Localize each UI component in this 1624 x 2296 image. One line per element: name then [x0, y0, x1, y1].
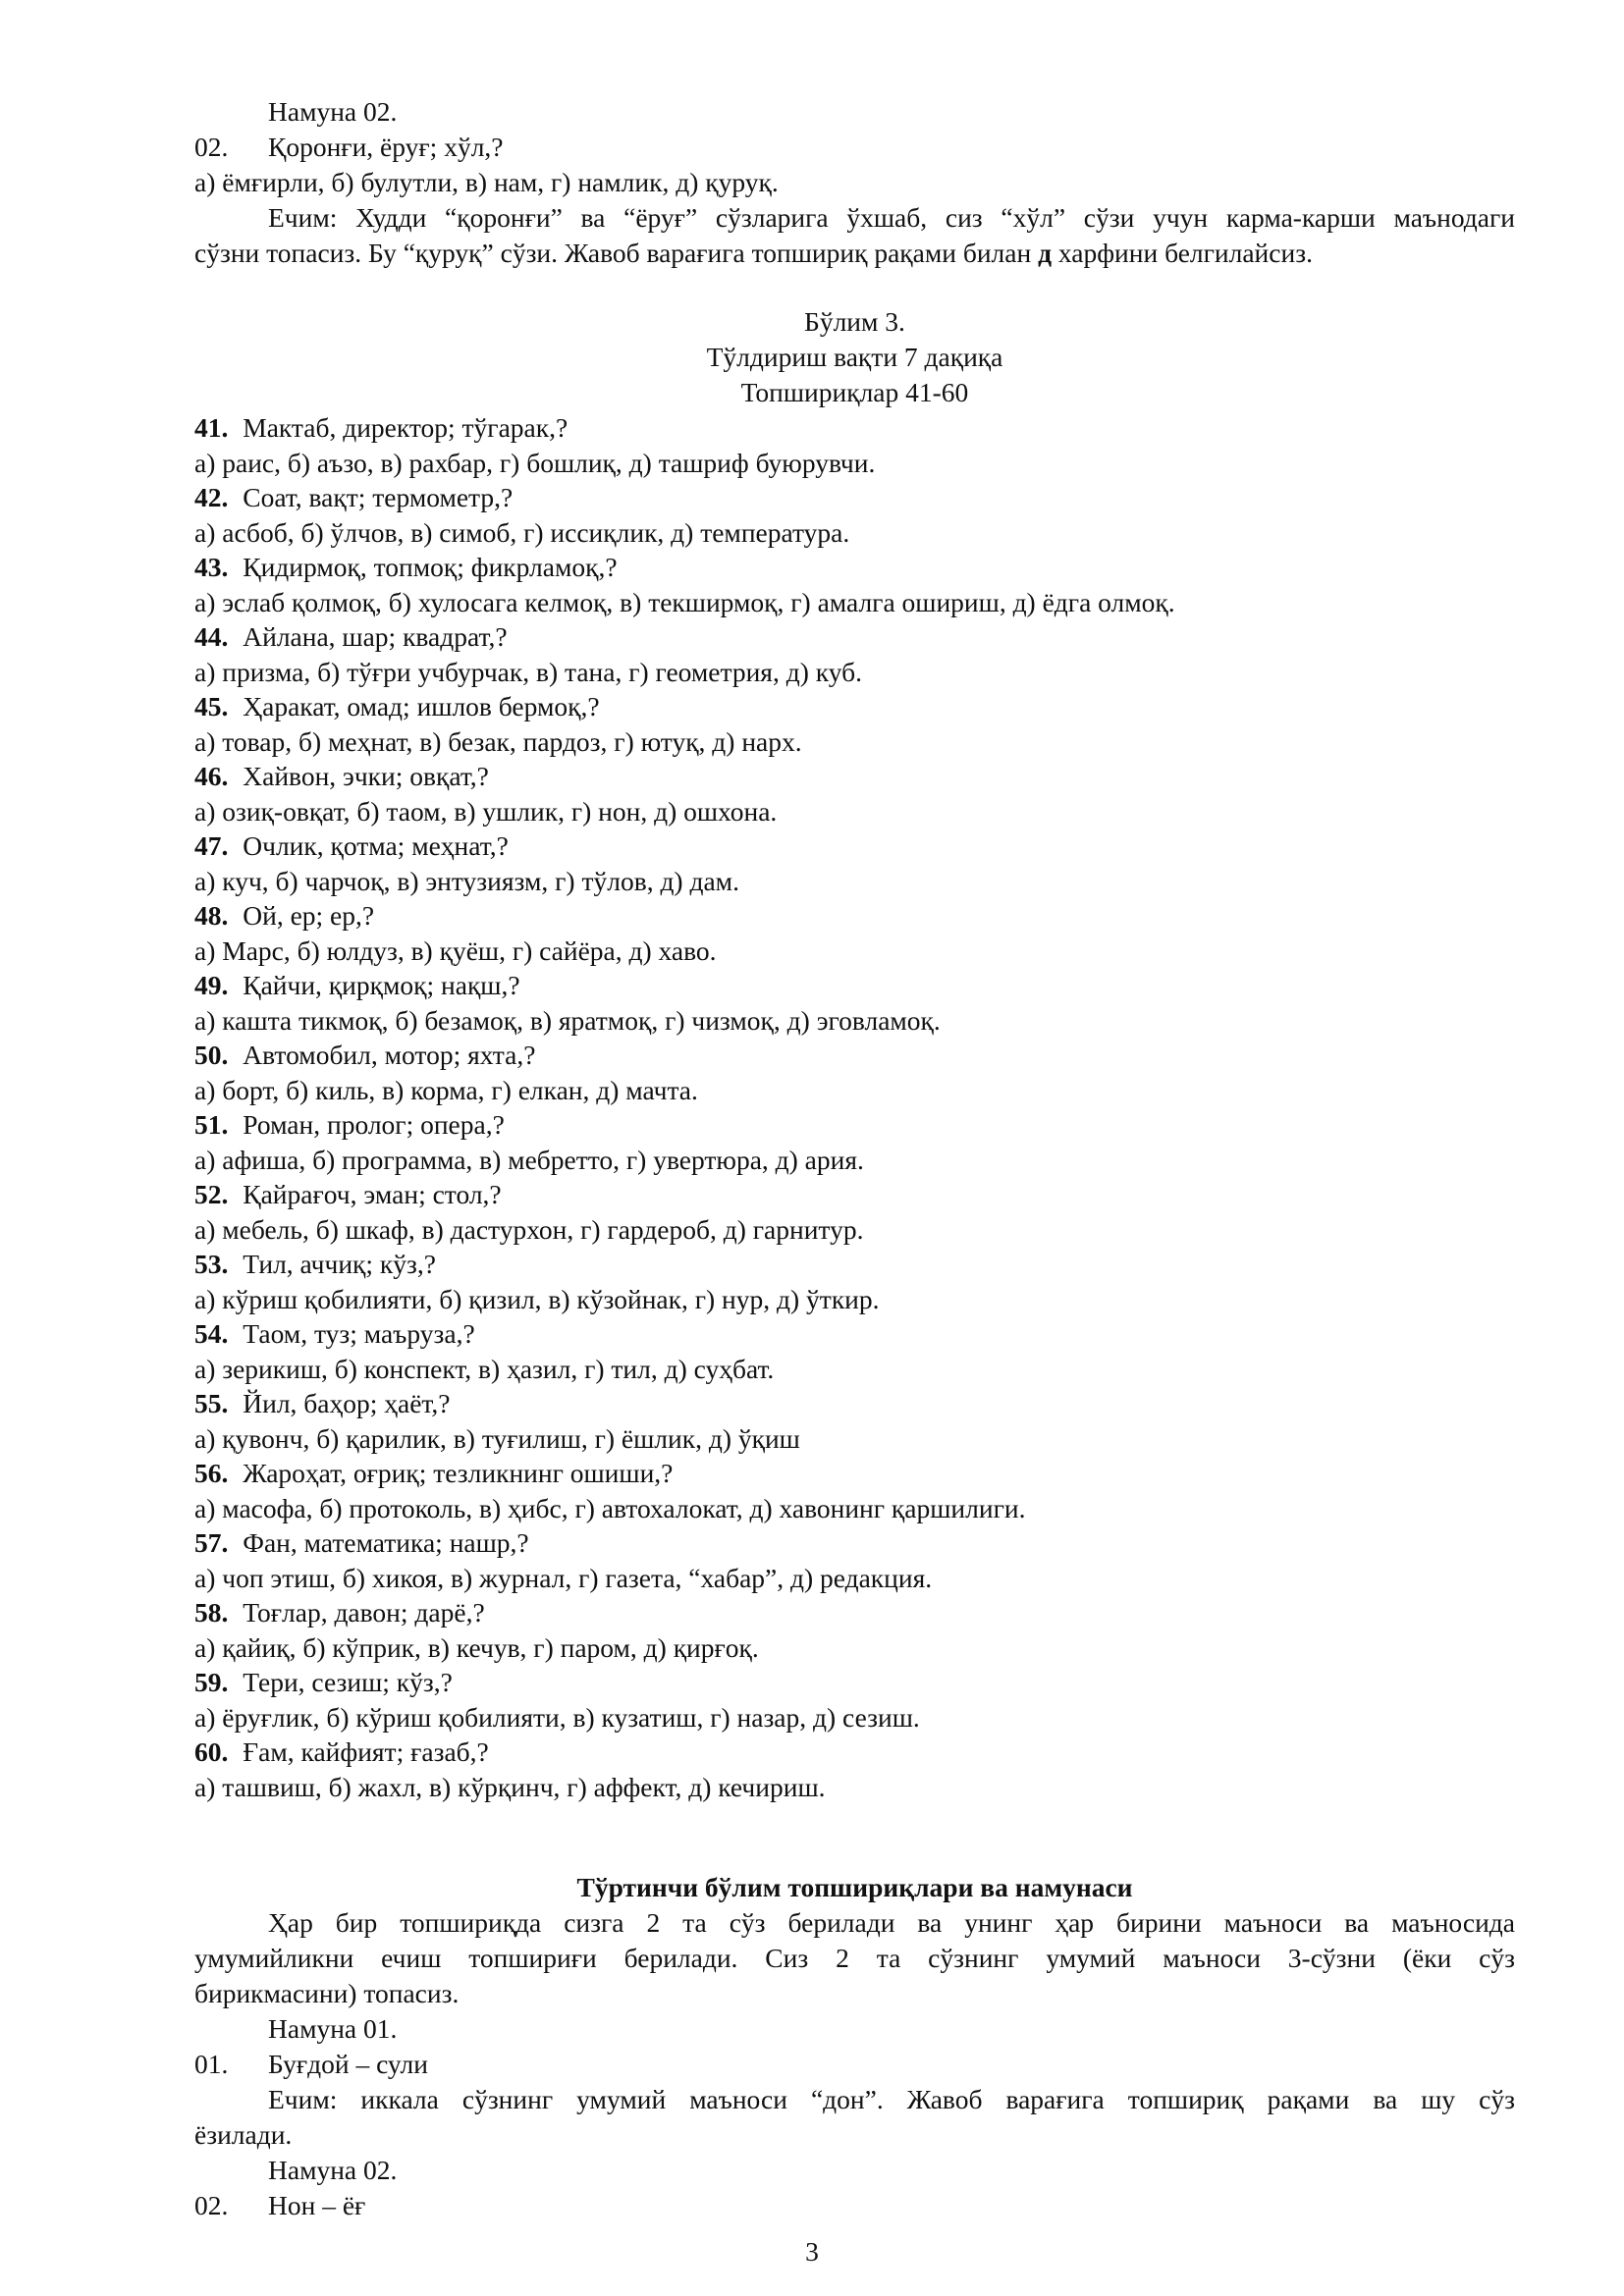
sample02-number: 02.: [194, 2190, 229, 2220]
question-words: Ҳаракат, омад; ишлов бермоқ,?: [243, 691, 600, 721]
example-words: Қоронғи, ёруғ; хўл,?: [268, 132, 504, 162]
question-options: а) кўриш қобилияти, б) қизил, в) кўзойнак, г) нур, д) ўткир.: [194, 1284, 880, 1314]
question-words: Қайрағоч, эман; стол,?: [243, 1179, 502, 1209]
question-number: 58.: [194, 1597, 229, 1628]
question-number: 43.: [194, 552, 229, 582]
question-row: [194, 1251, 436, 1278]
question-words: Тери, сезиш; кўз,?: [243, 1667, 453, 1697]
fourth-para-line-3: бирикмасини) топасиз.: [194, 1978, 460, 2008]
question-row: [194, 414, 568, 442]
question-number: 59.: [194, 1667, 229, 1697]
question-options: а) ташвиш, б) жахл, в) кўрқинч, г) аффект, д) кечириш.: [194, 1772, 826, 1802]
question-row: [194, 1041, 535, 1069]
question-row: [194, 832, 509, 860]
question-number: 41.: [194, 412, 229, 443]
question-options: а) призма, б) тўғри учбурчак, в) тана, г) геометрия, д) куб.: [194, 657, 862, 687]
question-words: Қайчи, қирқмоқ; нақш,?: [243, 970, 520, 1000]
question-options: а) мебель, б) шкаф, в) дастурхон, г) гардероб, д) гарнитур.: [194, 1214, 864, 1245]
answer-letter: д: [1038, 238, 1053, 268]
question-words: Қидирмоқ, топмоқ; фикрламоқ,?: [243, 552, 618, 582]
question-words: Фан, математика; нашр,?: [243, 1527, 529, 1558]
question-number: 50.: [194, 1040, 229, 1070]
question-number: 52.: [194, 1179, 229, 1209]
question-row: [194, 1669, 453, 1696]
question-words: Таом, туз; маърузa,?: [243, 1318, 475, 1349]
question-options: а) ёруғлик, б) кўриш қобилияти, в) кузатиш, г) назар, д) сезиш.: [194, 1702, 920, 1733]
question-row: [194, 1460, 673, 1487]
question-words: Тил, аччиқ; кўз,?: [243, 1249, 436, 1279]
question-options: а) қайиқ, б) кўприк, в) кечув, г) паром, д) қирғоқ.: [194, 1632, 759, 1663]
question-number: 48.: [194, 900, 229, 931]
question-number: 47.: [194, 830, 229, 861]
question-options: а) борт, б) киль, в) корма, г) елкан, д) мачта.: [194, 1075, 698, 1105]
example-number: 02.: [194, 132, 229, 162]
sample01-solution-line-2: ёзилади.: [194, 2119, 293, 2150]
question-options: а) раис, б) аъзо, в) рахбар, г) бошлиқ, д) ташриф буюрувчи.: [194, 448, 876, 478]
example-options: а) ёмғирли, б) булутли, в) нам, г) намлик, д) қуруқ.: [194, 167, 779, 197]
question-words: Ой, ер; ер,?: [243, 900, 375, 931]
question-row: [194, 1111, 505, 1139]
question-row: [194, 623, 508, 651]
question-options: а) афиша, б) программа, в) мебретто, г) увертюра, д) ария.: [194, 1145, 864, 1175]
sample02-words: Нон – ёғ: [268, 2190, 366, 2220]
question-number: 51.: [194, 1109, 229, 1140]
solution-text-post: харфини белгилайсиз.: [1052, 238, 1313, 268]
fourth-para-line-2: умумийликни ечиш топшириғи берилади. Сиз 2 та сўзнинг умумий маъноси 3-сўзни (ёки сўз: [194, 1943, 1515, 1973]
sample01-words: Буғдой – сули: [268, 2049, 428, 2079]
question-number: 49.: [194, 970, 229, 1000]
solution-line-2: [194, 240, 1313, 267]
question-words: Роман, пролог; опера,?: [243, 1109, 505, 1140]
question-row: [194, 1320, 475, 1348]
question-words: Автомобил, мотор; яхта,?: [243, 1040, 536, 1070]
question-row: [194, 763, 489, 790]
question-options: а) қувонч, б) қарилик, в) туғилиш, г) ёшлик, д) ўқиш: [194, 1423, 800, 1454]
question-options: а) озиқ-овқат, б) таом, в) ушлик, г) нон, д) ошхона.: [194, 796, 778, 827]
question-number: 44.: [194, 621, 229, 652]
sample01-number: 01.: [194, 2049, 229, 2079]
question-number: 56.: [194, 1458, 229, 1488]
question-row: [194, 902, 374, 930]
question-words: Айлана, шар; квадрат,?: [243, 621, 508, 652]
section-tasks: Топшириқлар 41-60: [740, 377, 969, 407]
question-options: а) масофа, б) протоколь, в) ҳибс, г) автохалокат, д) хавонинг қаршилиги.: [194, 1493, 1026, 1523]
question-options: а) куч, б) чарчоқ, в) энтузиязм, г) тўлов, д) дам.: [194, 866, 739, 896]
question-words: Хайвон, эчки; овқат,?: [243, 761, 489, 791]
question-options: а) эслаб қолмоқ, б) хулосага келмоқ, в) текширмоқ, г) амалга ошириш, д) ёдга олмоқ.: [194, 587, 1175, 617]
solution-line-1: Ечим: Худди “қоронғи” ва “ёруғ” сўзларига ўхшаб, сиз “хўл” сўзи учун карма-карши маънодаги: [268, 202, 1515, 233]
question-row: [194, 1181, 502, 1208]
question-row: [194, 484, 513, 511]
question-number: 42.: [194, 482, 229, 512]
question-options: а) зерикиш, б) конспект, в) ҳазил, г) тил, д) суҳбат.: [194, 1354, 775, 1384]
sample01-solution-line-1: Ечим: иккала сўзнинг умумий маъноси “дон”. Жавоб варағига топшириқ рақами ва шу сўз: [268, 2084, 1515, 2114]
question-words: Очлик, қотма; меҳнат,?: [243, 830, 509, 861]
page-number: 3: [805, 2236, 819, 2267]
sample01-label: Намуна 01.: [268, 2013, 398, 2044]
sample02-label: Намуна 02.: [268, 2155, 398, 2185]
question-options: а) асбоб, б) ўлчов, в) симоб, г) иссиқлик, д) температура.: [194, 517, 850, 548]
question-row: [194, 693, 600, 721]
question-row: [194, 554, 618, 581]
solution-text-pre: сўзни топасиз. Бу “қуруқ” сўзи. Жавоб варағига топшириқ рақами билан: [194, 238, 1039, 268]
question-row: [194, 1529, 529, 1557]
question-number: 53.: [194, 1249, 229, 1279]
section-time: Тўлдириш вақти 7 дақиқа: [706, 342, 1003, 372]
question-words: Йил, баҳор; ҳаёт,?: [243, 1388, 451, 1418]
question-row: [194, 1390, 450, 1417]
sample-label: Намуна 02.: [268, 96, 398, 127]
question-options: а) кашта тикмоқ, б) безамоқ, в) яратмоқ, г) чизмоқ, д) эговламоқ.: [194, 1005, 941, 1036]
question-words: Жароҳат, оғриқ; тезликнинг ошиши,?: [243, 1458, 674, 1488]
question-words: Тоғлар, давон; дарё,?: [243, 1597, 485, 1628]
question-words: Мактаб, директор; тўгарак,?: [243, 412, 568, 443]
question-number: 57.: [194, 1527, 229, 1558]
question-words: Соат, вақт; термометр,?: [243, 482, 514, 512]
question-number: 60.: [194, 1736, 229, 1767]
question-number: 54.: [194, 1318, 229, 1349]
question-number: 46.: [194, 761, 229, 791]
question-row: [194, 1599, 485, 1627]
section-title: Бўлим 3.: [804, 306, 905, 337]
question-options: а) товар, б) меҳнат, в) безак, пардоз, г) ютуқ, д) нарх.: [194, 726, 802, 757]
fourth-section-heading: Тўртинчи бўлим топшириқлари ва намунаси: [576, 1872, 1133, 1902]
question-options: а) чоп этиш, б) хикоя, в) журнал, г) газета, “хабар”, д) редакция.: [194, 1563, 933, 1593]
fourth-para-line-1: Ҳар бир топшириқда сизга 2 та сўз берилади ва унинг ҳар бирини маъноси ва маъносида: [268, 1907, 1515, 1938]
question-options: а) Марс, б) юлдуз, в) қуёш, г) сайёра, д) хаво.: [194, 935, 717, 966]
question-number: 55.: [194, 1388, 229, 1418]
question-row: [194, 1738, 489, 1766]
question-row: [194, 972, 520, 999]
question-words: Ғам, кайфият; ғазаб,?: [243, 1736, 489, 1767]
question-number: 45.: [194, 691, 229, 721]
